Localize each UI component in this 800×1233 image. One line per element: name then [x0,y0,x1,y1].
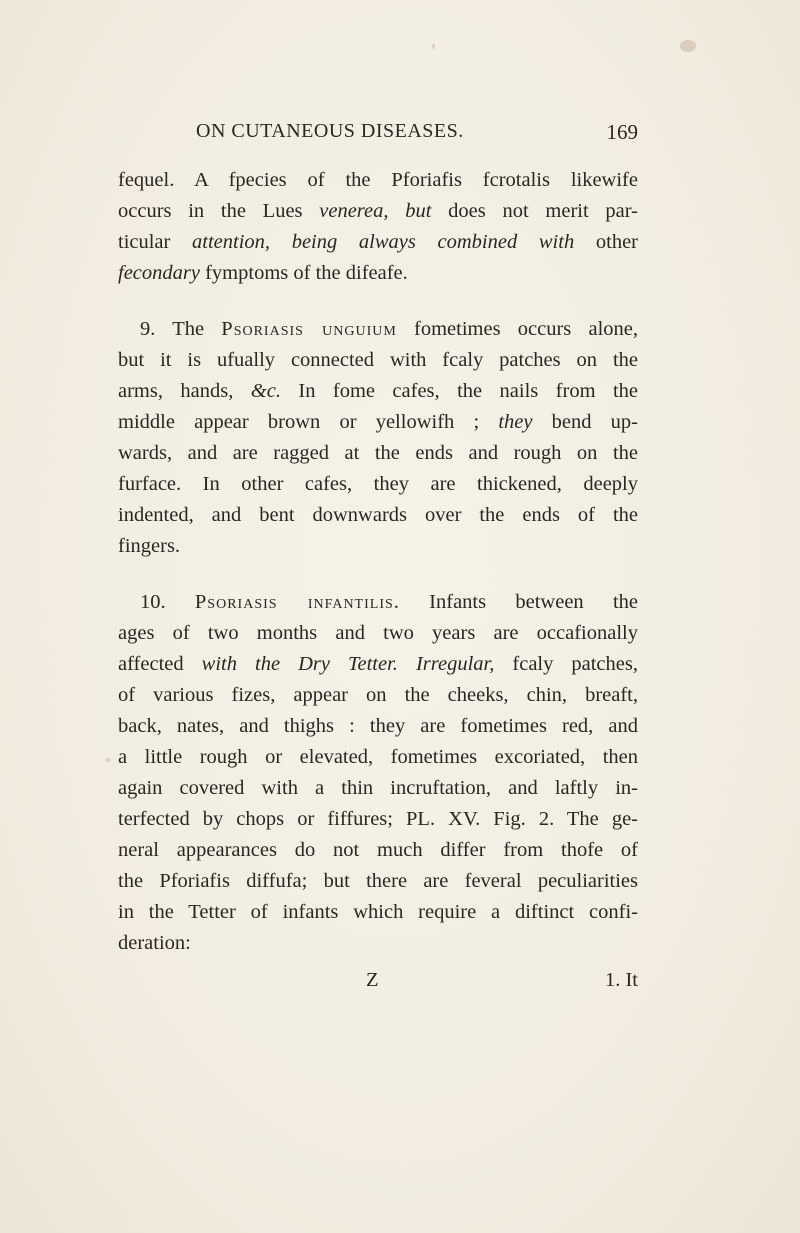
ink-spot [106,758,110,762]
text-line: back, nates, and thighs : they are fometimes red, and [118,715,638,737]
ink-spot [680,40,696,52]
text-line: neral appearances do not much differ from thofe of [118,839,638,861]
text-line: but it is ufually connected with fcaly patches on the [118,349,638,371]
text-line: of various fizes, appear on the cheeks, chin, breaft, [118,684,638,706]
catchword: 1. It [604,969,638,991]
text-line: terfected by chops or fiffures; PL. XV. Fig. 2. The ge- [118,808,638,830]
page-number: 169 [606,120,638,144]
text-line: arms, hands, &c. In fome cafes, the nails from the [118,380,638,402]
text-line: furface. In other cafes, they are thickened, deeply [118,473,638,495]
text-line: affected with the Dry Tetter. Irregular, fcaly patches, [118,653,638,675]
text-line: 10. Psoriasis infantilis. Infants between the [140,591,638,613]
paragraph [118,314,638,562]
text-line: fequel. A fpecies of the Pforiafis fcrotalis likewife [118,169,638,191]
text-line: a little rough or elevated, fometimes excoriated, then [118,746,638,768]
paragraph [118,165,638,289]
body-text [118,165,638,959]
text-line: ages of two months and two years are occafionally [118,622,638,644]
running-title: ON CUTANEOUS DISEASES. [196,120,464,142]
text-line: wards, and are ragged at the ends and rough on the [118,442,638,464]
text-line: again covered with a thin incruftation, and laftly in- [118,777,638,799]
page-footer [366,969,638,999]
text-line: 9. The Psoriasis unguium fometimes occurs alone, [140,318,638,340]
text-line: ticular attention, being always combined with other [118,231,638,253]
ink-spot [432,44,435,49]
text-line: fecondary fymptoms of the difeafe. [118,262,408,284]
signature-mark: Z [366,969,379,991]
text-line: middle appear brown or yellowifh ; they bend up- [118,411,638,433]
text-line: in the Tetter of infants which require a diftinct confi- [118,901,638,923]
text-line: the Pforiafis diffufa; but there are feveral peculiarities [118,870,638,892]
text-line: occurs in the Lues venerea, but does not merit par- [118,200,638,222]
text-line: fingers. [118,535,181,557]
page-header [196,120,638,154]
text-line: deration: [118,932,191,954]
text-line: indented, and bent downwards over the ends of the [118,504,638,526]
paragraph [118,587,638,959]
